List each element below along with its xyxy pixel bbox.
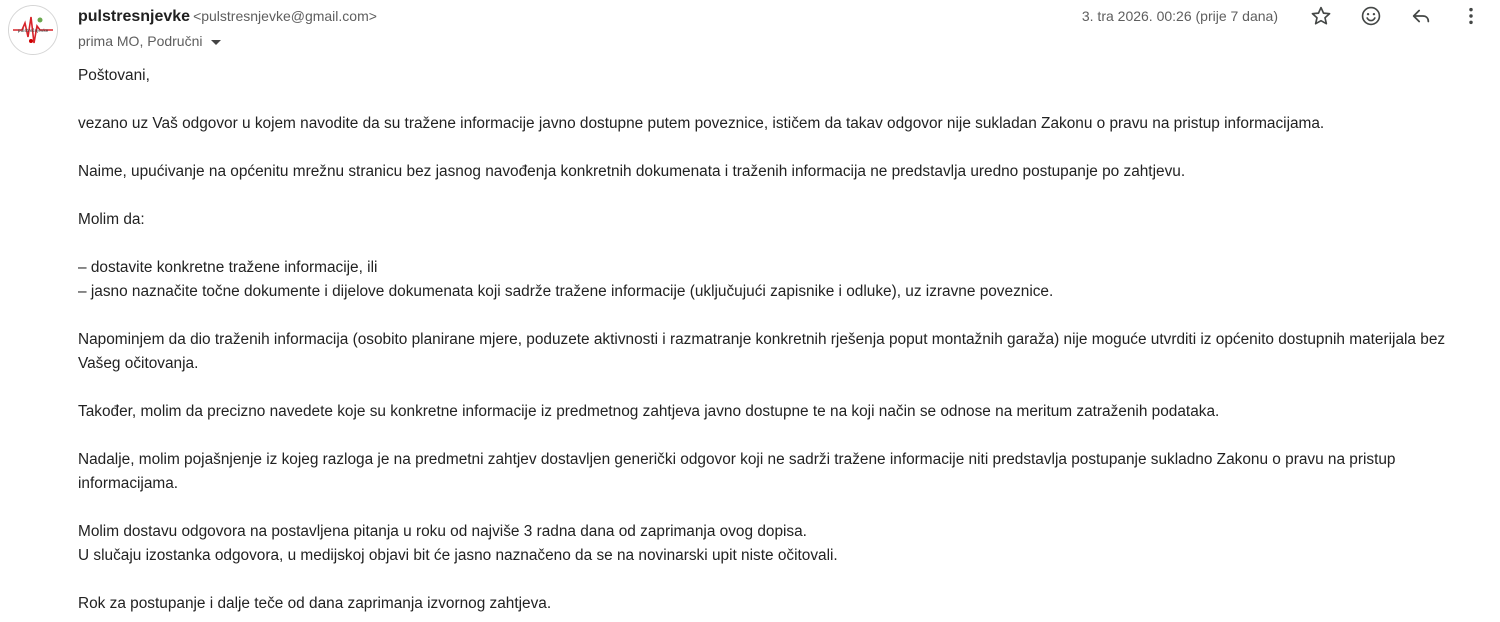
add-reaction-button[interactable] (1358, 3, 1384, 29)
paragraph-5: Također, molim da precizno navedete koje su konkretne informacije iz predmetnog zahtjeva javno dostupne te na koji način se odnose na meritum zatraženih podataka. (78, 403, 1220, 420)
paragraph-6: Nadalje, molim pojašnjenje iz kojeg razloga je na predmetni zahtjev dostavljen generički odgovor koji ne sadrži tražene informacije niti predstavlja postupanje sukladno Zakonu o pravu na pristup informacijama. (78, 451, 1396, 492)
sender-avatar[interactable] (8, 5, 58, 55)
message-body (78, 64, 1480, 622)
paragraph-3: Molim da: (78, 211, 145, 228)
message-actions (1308, 3, 1484, 29)
sender-line (78, 5, 377, 27)
greeting: Poštovani, (78, 67, 150, 84)
paragraph-7b: U slučaju izostanka odgovora, u medijskoj objavi bit će jasno naznačeno da se na novinarski upit niste očitovali. (78, 547, 838, 564)
paragraph-2: Naime, upućivanje na općenitu mrežnu stranicu bez jasnog navođenja konkretnih dokumenata i traženih informacija ne predstavlja uredno postupanje po zahtjevu. (78, 163, 1186, 180)
list-item: – jasno naznačite točne dokumente i dijelove dokumenata koji sadrže tražene informacije (uključujući zapisnike i odluke), uz izravne poveznice. (78, 283, 1054, 300)
avatar-text: pulstrešnjevke (17, 28, 49, 33)
reply-button[interactable] (1408, 3, 1434, 29)
emoji-reaction-icon (1360, 5, 1382, 27)
more-vert-icon (1460, 5, 1482, 27)
paragraph-1: vezano uz Vaš odgovor u kojem navodite da su tražene informacije javno dostupne putem poveznice, ističem da takav odgovor nije sukladan Zakonu o pravu na pristup informacijama. (78, 115, 1325, 132)
avatar-logo (9, 6, 57, 54)
paragraph-8: Rok za postupanje i dalje teče od dana zaprimanja izvornog zahtjeva. (78, 595, 552, 612)
reply-icon (1410, 5, 1432, 27)
recipients-line (78, 31, 221, 51)
list-item: – dostavite konkretne tražene informacije, ili (78, 259, 378, 276)
sender-email: <pulstresnjevke@gmail.com> (193, 8, 377, 24)
star-button[interactable] (1308, 3, 1334, 29)
recipient-details-dropdown-icon[interactable] (211, 40, 221, 45)
message-date: 3. tra 2026. 00:26 (prije 7 dana) (1081, 8, 1278, 24)
sender-name[interactable]: pulstresnjevke (78, 8, 191, 25)
paragraph-4: Napominjem da dio traženih informacija (osobito planirane mjere, poduzete aktivnosti i razmatranje konkretnih rješenja poput montažnih garaža) nije moguće utvrditi iz općenito dostupnih materijala bez Vašeg očitovanja. (78, 331, 1446, 372)
star-icon (1310, 5, 1332, 27)
recipients-text: prima MO, Područni (78, 33, 203, 49)
more-options-button[interactable] (1458, 3, 1484, 29)
paragraph-7a: Molim dostavu odgovora na postavljena pitanja u roku od najviše 3 radna dana od zaprimanja ovog dopisa. (78, 523, 807, 540)
